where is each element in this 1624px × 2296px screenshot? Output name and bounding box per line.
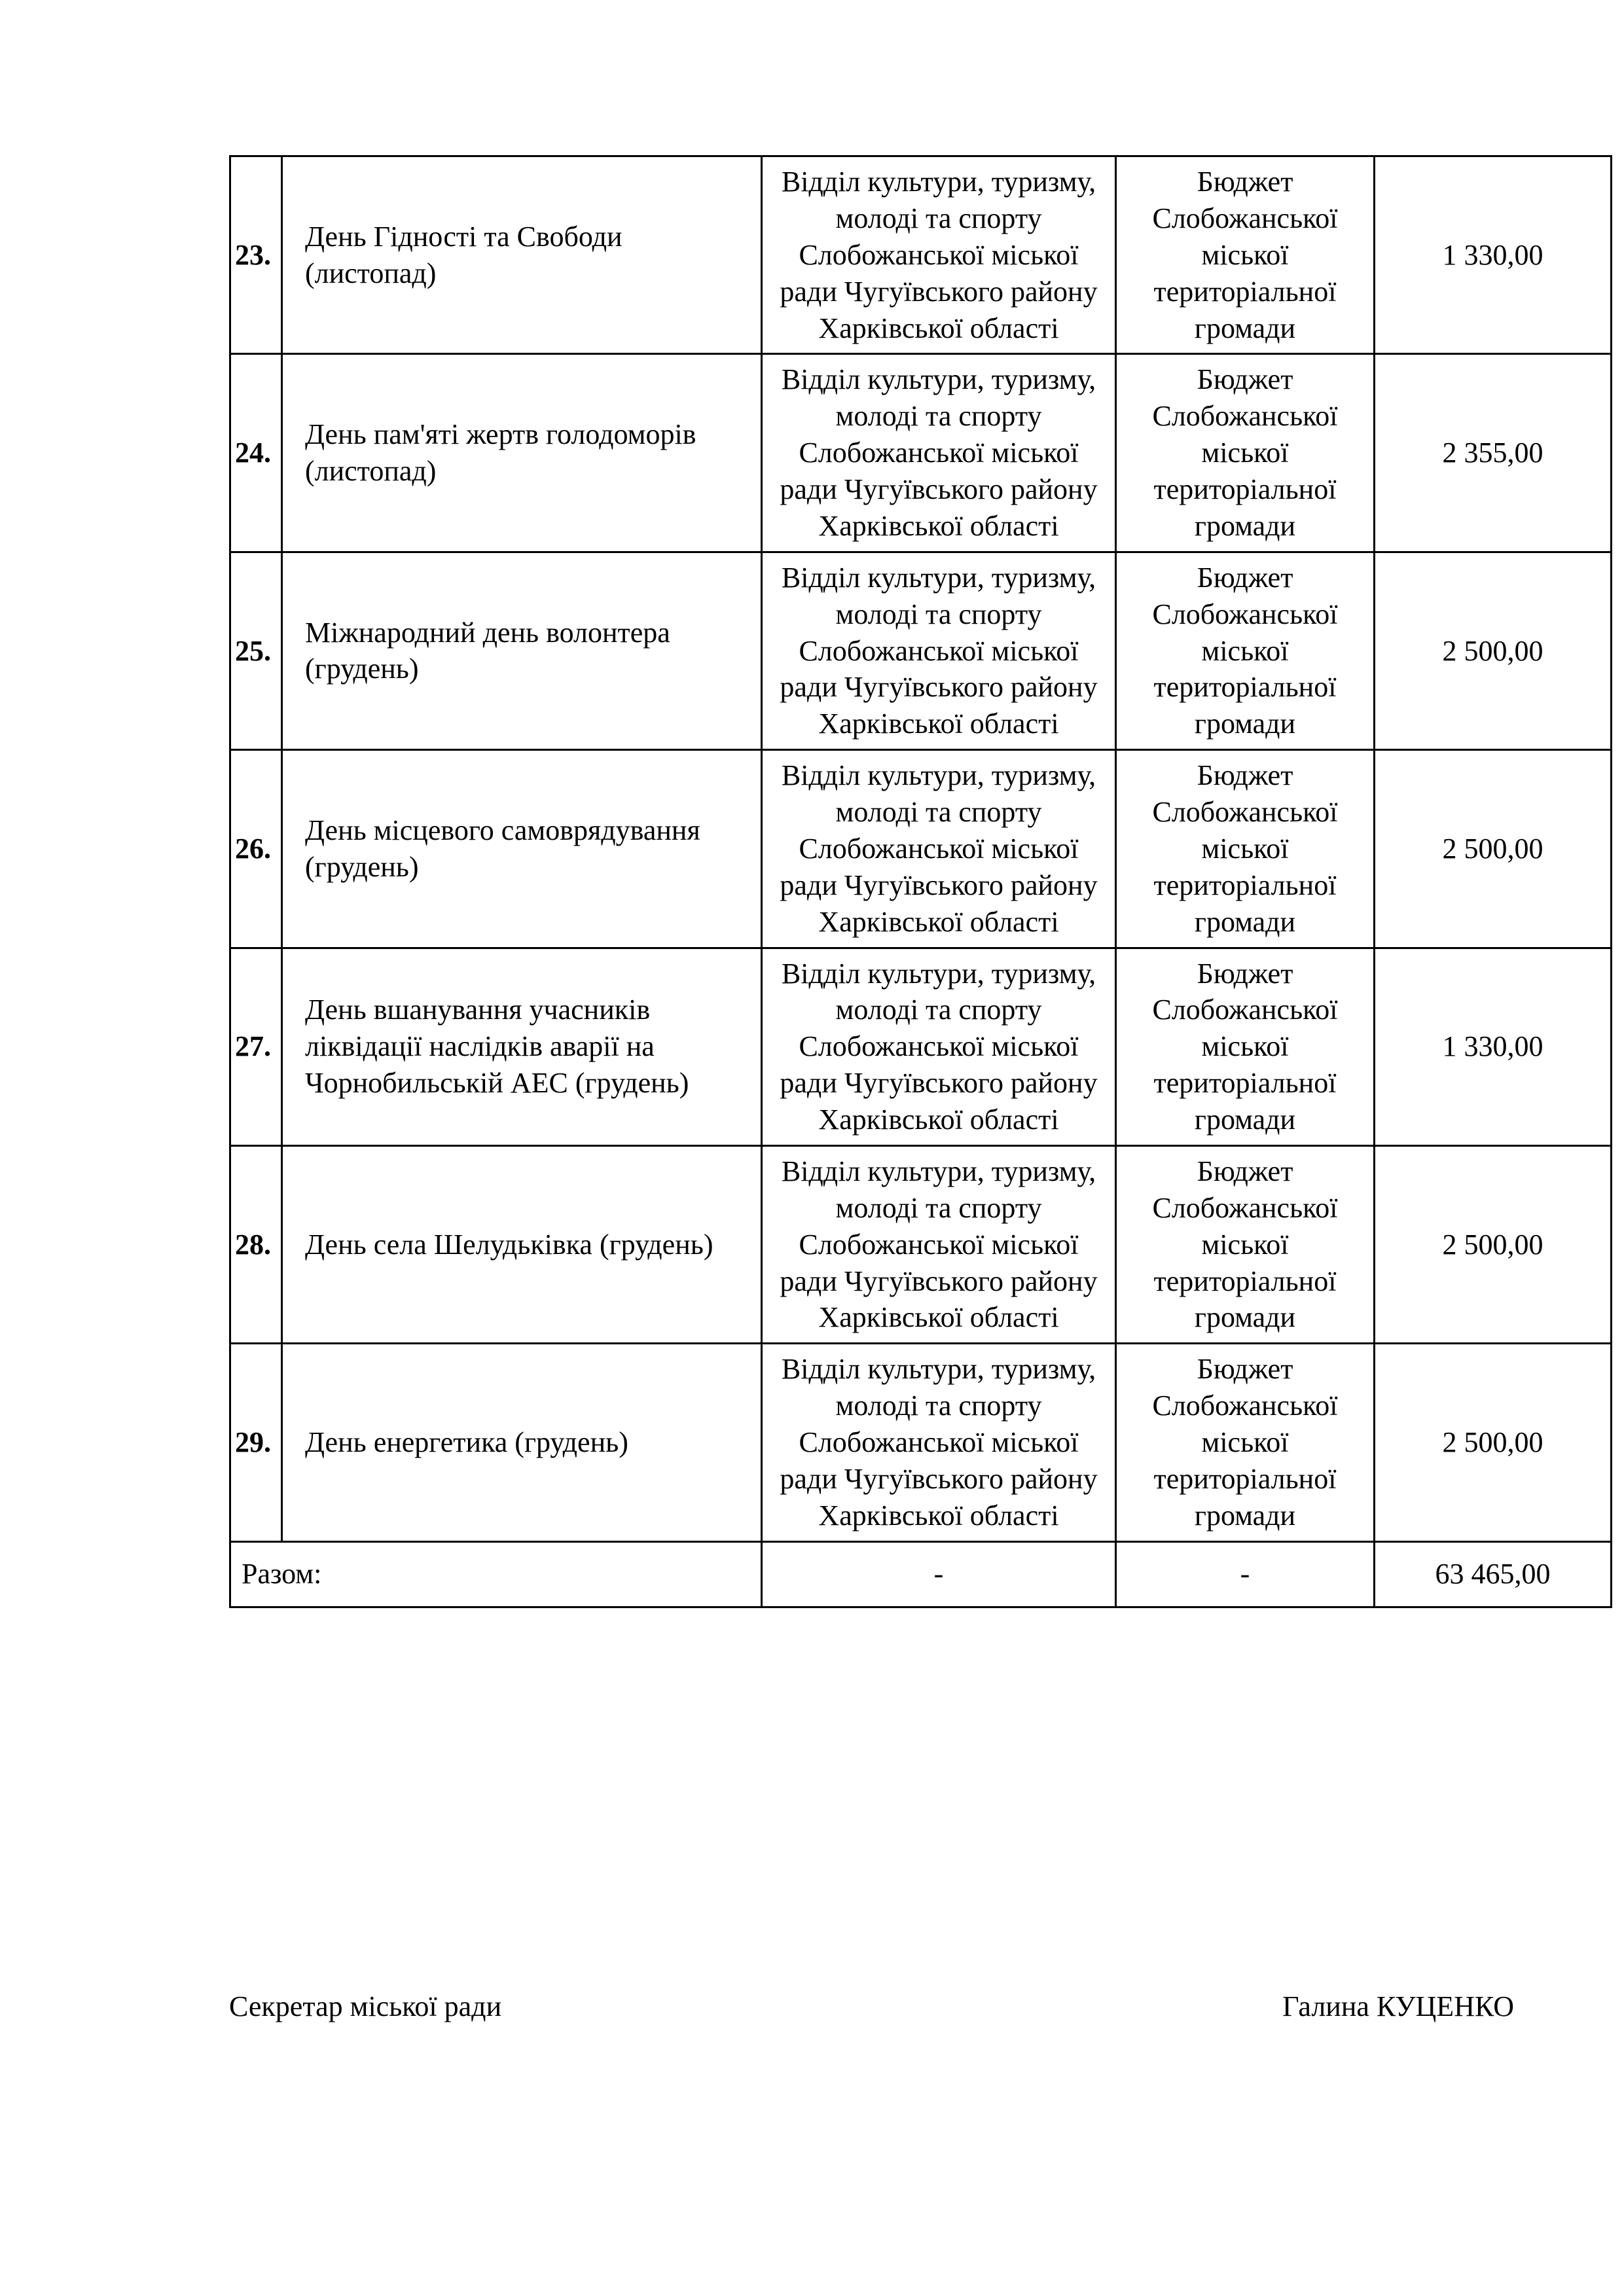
table-totals: [230, 1541, 1612, 1607]
event-name: День місцевого самоврядування (грудень): [282, 750, 762, 948]
budget-source: Бюджет Слобожанської міської територіальної громади: [1116, 1145, 1375, 1343]
department: Відділ культури, туризму, молоді та спорту Слобожанської міської ради Чугуївського району Харківської області: [762, 354, 1116, 552]
budget-source: Бюджет Слобожанської міської територіальної громади: [1116, 156, 1375, 354]
row-number: 28.: [230, 1145, 282, 1343]
totals-row: [230, 1541, 1612, 1607]
event-name: Міжнародний день волонтера (грудень): [282, 552, 762, 749]
table-row: [230, 1344, 1612, 1541]
table-row: [230, 750, 1612, 948]
amount: 2 500,00: [1375, 552, 1612, 749]
department: Відділ культури, туризму, молоді та спорту Слобожанської міської ради Чугуївського району Харківської області: [762, 552, 1116, 749]
budget-source: Бюджет Слобожанської міської територіальної громади: [1116, 354, 1375, 552]
amount: 2 500,00: [1375, 750, 1612, 948]
row-number: 29.: [230, 1344, 282, 1541]
totals-department-dash: -: [762, 1541, 1116, 1607]
totals-amount: 63 465,00: [1375, 1541, 1612, 1607]
table-row: [230, 552, 1612, 749]
table-row: [230, 156, 1612, 354]
signatory-name: Галина КУЦЕНКО: [1282, 1990, 1514, 2022]
table-body: [230, 156, 1612, 1542]
signature-line: [229, 1990, 1514, 2023]
row-number: 25.: [230, 552, 282, 749]
row-number: 23.: [230, 156, 282, 354]
department: Відділ культури, туризму, молоді та спорту Слобожанської міської ради Чугуївського району Харківської області: [762, 156, 1116, 354]
amount: 2 500,00: [1375, 1145, 1612, 1343]
event-name: День Гідності та Свободи (листопад): [282, 156, 762, 354]
table-row: [230, 948, 1612, 1145]
row-number: 26.: [230, 750, 282, 948]
budget-source: Бюджет Слобожанської міської територіальної громади: [1116, 1344, 1375, 1541]
amount: 1 330,00: [1375, 156, 1612, 354]
event-name: День вшанування учасників ліквідації наслідків аварії на Чорнобильській АЕС (грудень): [282, 948, 762, 1145]
department: Відділ культури, туризму, молоді та спорту Слобожанської міської ради Чугуївського району Харківської області: [762, 1145, 1116, 1343]
event-name: День села Шелудьківка (грудень): [282, 1145, 762, 1343]
amount: 1 330,00: [1375, 948, 1612, 1145]
row-number: 24.: [230, 354, 282, 552]
department: Відділ культури, туризму, молоді та спорту Слобожанської міської ради Чугуївського району Харківської області: [762, 948, 1116, 1145]
event-name: День пам'яті жертв голодоморів (листопад): [282, 354, 762, 552]
totals-budget-dash: -: [1116, 1541, 1375, 1607]
signatory-title: Секретар міської ради: [229, 1990, 502, 2022]
events-funding-table: [229, 155, 1612, 1608]
budget-source: Бюджет Слобожанської міської територіальної громади: [1116, 750, 1375, 948]
amount: 2 500,00: [1375, 1344, 1612, 1541]
budget-source: Бюджет Слобожанської міської територіальної громади: [1116, 552, 1375, 749]
table-row: [230, 1145, 1612, 1343]
department: Відділ культури, туризму, молоді та спорту Слобожанської міської ради Чугуївського району Харківської області: [762, 750, 1116, 948]
table-row: [230, 354, 1612, 552]
department: Відділ культури, туризму, молоді та спорту Слобожанської міської ради Чугуївського району Харківської області: [762, 1344, 1116, 1541]
amount: 2 355,00: [1375, 354, 1612, 552]
event-name: День енергетика (грудень): [282, 1344, 762, 1541]
row-number: 27.: [230, 948, 282, 1145]
budget-source: Бюджет Слобожанської міської територіальної громади: [1116, 948, 1375, 1145]
totals-label: Разом:: [230, 1541, 762, 1607]
